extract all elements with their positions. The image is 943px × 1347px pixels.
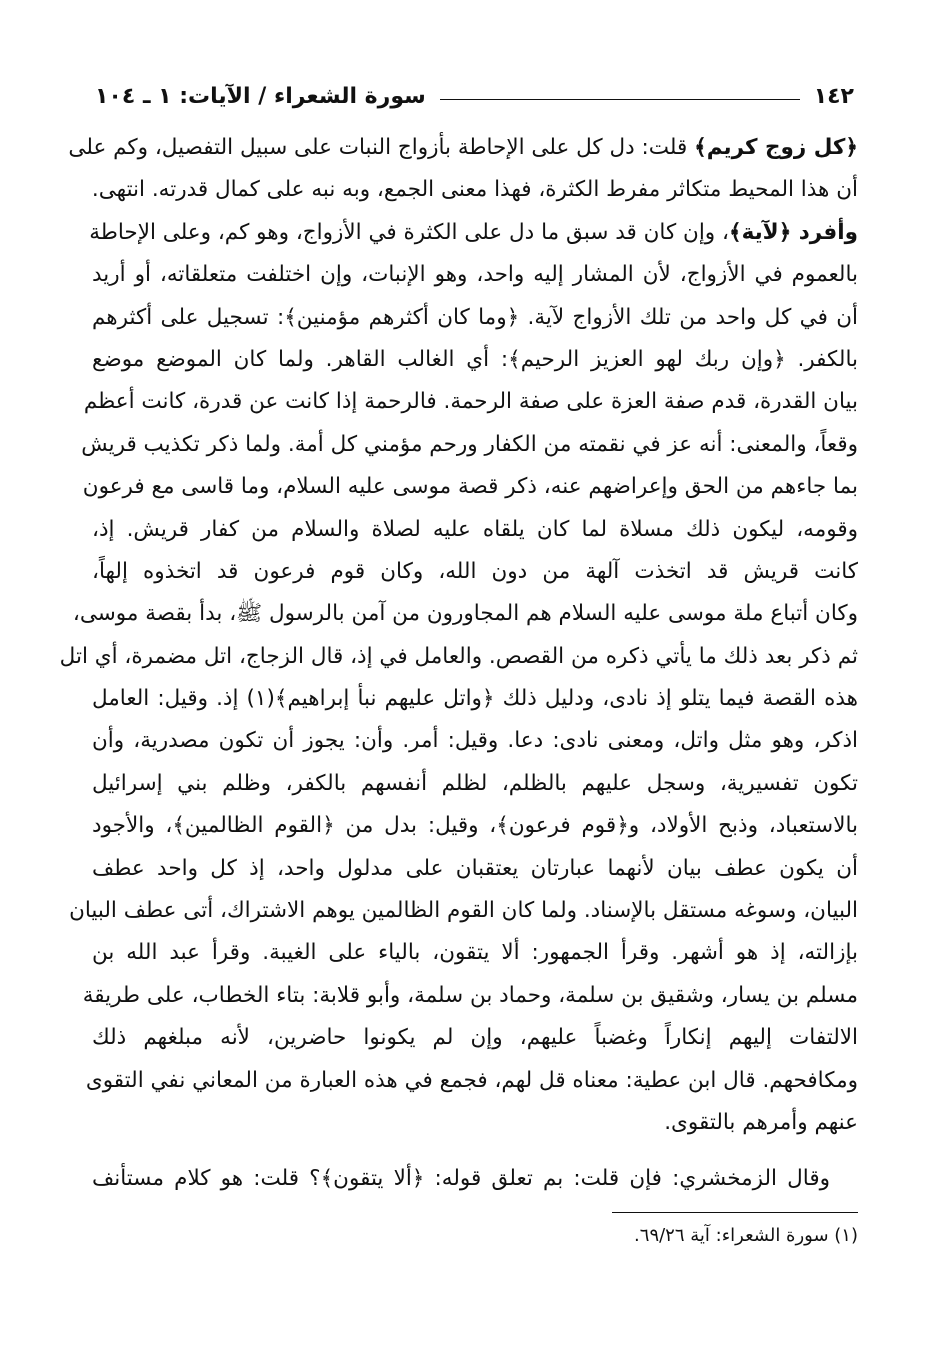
text-line bbox=[82, 975, 858, 1017]
body-text bbox=[59, 127, 858, 1201]
text-line bbox=[72, 593, 858, 635]
line-text: مسلم بن يسار، وشقيق بن سلمة، وحماد بن سلمة، وأبو قلابة: بتاء الخطاب، على طريقة bbox=[82, 982, 858, 1008]
text-line bbox=[92, 678, 858, 720]
text-line bbox=[69, 890, 858, 932]
line-text: الالتفات إليهم إنكاراً وغضباً عليهم، وإن لم يكونوا حاضرين، لأنه مبلغهم ذلك bbox=[92, 1025, 858, 1051]
line-text: بيان القدرة، قدم صفة العزة على صفة الرحمة. فالرحمة إذا كانت عن قدرة، كانت أعظم bbox=[83, 389, 858, 415]
text-line bbox=[68, 127, 858, 169]
text-line bbox=[85, 1060, 858, 1102]
text-line bbox=[92, 339, 858, 381]
line-text: ثم ذكر بعد ذلك ما يأتي ذكره من القصص. والعامل في إذ، قال الزجاج، اتل مضمرة، أي اتل bbox=[59, 643, 858, 669]
text-line bbox=[92, 1102, 858, 1144]
text-line bbox=[92, 551, 858, 593]
line-text: ، وإن كان قد سبق ما دل على الكثرة في الأزواج، وهو كم، وعلى الإحاطة bbox=[89, 219, 729, 245]
text-line bbox=[92, 805, 858, 847]
line-text: البيان، وسوغه مستقل بالإسناد. ولما كان القوم الظالمين يوهم الاشتراك، أتى عطف البيان bbox=[69, 898, 858, 924]
footnote-separator bbox=[612, 1212, 858, 1213]
text-line bbox=[92, 932, 858, 974]
text-line bbox=[92, 509, 858, 551]
quoted-verse: ﴿كل زوج كريم﴾ bbox=[694, 135, 858, 160]
text-line bbox=[92, 297, 858, 339]
line-text: وقال الزمخشري: فإن قلت: بم تعلق قوله: ﴿ألا يتقون﴾؟ قلت: هو كلام مستأنف bbox=[92, 1166, 830, 1192]
running-title: سورة الشعراء / الآيات: ١ ـ ١٠٤ bbox=[95, 83, 426, 109]
text-line bbox=[92, 1017, 858, 1059]
line-text: بالكفر. ﴿وإن ربك لهو العزيز الرحيم﴾: أي الغالب القاهر. ولما كان الموضع موضع bbox=[92, 346, 858, 372]
line-text: أن يكون عطف بيان لأنهما عبارتان يعتقبان على مدلول واحد، إذ كل واحد عطف bbox=[92, 855, 858, 881]
line-text: وقعاً، والمعنى: أنه عز في نقمته من الكفار ورحم مؤمني كل أمة. ولما ذكر تكذيب قريش bbox=[81, 431, 858, 457]
text-line bbox=[92, 848, 858, 890]
header-rule bbox=[440, 99, 800, 100]
line-text: وقومه، ليكون ذلك مسلاة لما كان يلقاه عليه لصلاة والسلام من كفار قريش. إذ، bbox=[92, 516, 858, 542]
text-line bbox=[83, 381, 858, 423]
line-text: أن في كل واحد من تلك الأزواج لآية. ﴿وما كان أكثرهم مؤمنين﴾: تسجيل على أكثرهم bbox=[92, 304, 858, 330]
line-text: بالعموم في الأزواج، لأن المشار إليه واحد، وهو الإنبات، وإن اختلفت متعلقاته، أو أريد bbox=[92, 262, 858, 288]
line-text: كانت قريش قد اتخذت آلهة من دون الله، وكان قوم فرعون قد اتخذوه إلهاً، bbox=[92, 558, 858, 584]
text-line bbox=[82, 466, 858, 508]
line-text: أن هذا المحيط متكاثر مفرط الكثرة، فهذا معنى الجمع، وبه نبه على كمال قدرته. انتهى. bbox=[91, 177, 858, 203]
text-line bbox=[92, 763, 858, 805]
text-line bbox=[92, 1158, 858, 1200]
line-text: اذكر، وهو مثل واتل، ومعنى نادى: دعا. وقيل: أمر. وأن: يجوز أن تكون مصدرية، وأن bbox=[92, 728, 858, 754]
text-line bbox=[92, 720, 858, 762]
line-text: قلت: دل كل على الإحاطة بأزواج النبات على سبيل التفصيل، وكم على bbox=[68, 135, 695, 160]
text-line bbox=[92, 254, 858, 296]
footnote: (١) سورة الشعراء: آية ٦٩/٢٦. bbox=[634, 1225, 858, 1246]
quoted-verse: وأفرد ﴿لآية﴾ bbox=[728, 219, 858, 245]
text-line bbox=[81, 424, 858, 466]
page-number: ١٤٢ bbox=[813, 83, 854, 109]
line-text: بإزالته، إذ هو أشهر. وقرأ الجمهور: ألا يتقون، بالياء على الغيبة. وقرأ عبد الله بن bbox=[92, 940, 858, 966]
line-text: تكون تفسيرية، وسجل عليهم بالظلم، لظلم أنفسهم بالكفر، وظلم بني إسرائيل bbox=[92, 770, 858, 796]
line-text: بالاستعباد، وذبح الأولاد، و﴿قوم فرعون﴾، وقيل: بدل من ﴿القوم الظالمين﴾، والأجود bbox=[92, 813, 858, 839]
line-text: وكان أتباع ملة موسى عليه السلام هم المجاورون من آمن بالرسول ﷺ، بدأ بقصة موسى، bbox=[72, 601, 858, 627]
line-text: عنهم وأمرهم بالتقوى. bbox=[664, 1109, 858, 1135]
line-text: بما جاءهم من الحق وإعراضهم عنه، ذكر قصة موسى عليه السلام، وما قاسى مع فرعون bbox=[82, 474, 858, 500]
line-text: ومكافحهم. قال ابن عطية: معناه قل لهم، فجمع في هذه العبارة من المعاني نفي التقوى bbox=[85, 1067, 858, 1093]
text-line bbox=[92, 169, 858, 211]
text-line bbox=[89, 212, 858, 254]
page-header bbox=[95, 76, 854, 116]
text-line bbox=[59, 636, 858, 678]
line-text: هذه القصة فيما يتلو إذ نادى، ودليل ذلك ﴿واتل عليهم نبأ إبراهيم﴾(١) إذ. وقيل: العامل bbox=[92, 686, 858, 712]
